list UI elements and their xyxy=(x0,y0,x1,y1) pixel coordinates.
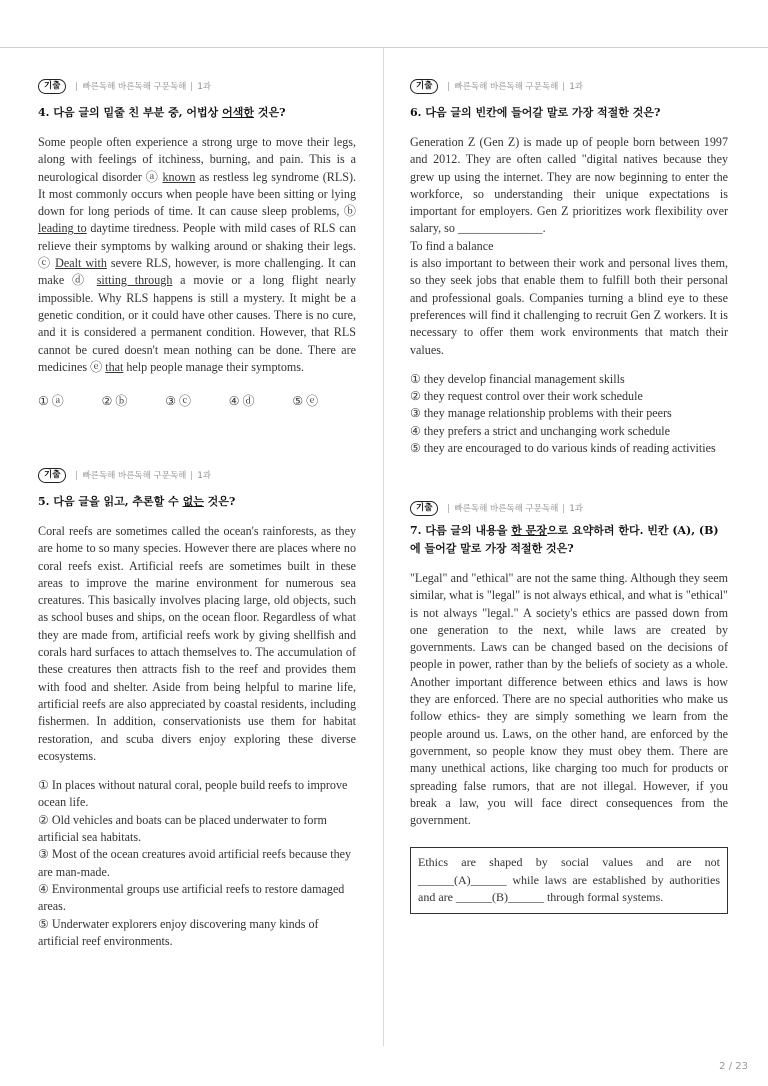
answer-choice[interactable]: ⑤ they are encouraged to do various kinds of reading activities xyxy=(410,441,716,456)
answer-choice[interactable]: ① they develop financial management skills xyxy=(410,371,625,386)
column-divider xyxy=(383,48,384,1046)
tag-separator xyxy=(448,504,449,513)
question-title: 6. 다음 글의 빈칸에 들어갈 말로 가장 적절한 것은? xyxy=(410,106,661,119)
question-tag xyxy=(410,78,728,94)
tag-separator xyxy=(563,82,564,91)
exam-badge: 기출 xyxy=(38,468,66,483)
question-title: 7. 다름 글의 내용을 한 문장으로 요약하려 한다. 빈칸 (A), (B) 에 들어갈 말로 가장 적절한 것은? xyxy=(410,524,719,555)
answer-choice[interactable]: ④ Environmental groups use artificial reefs to restore damaged areas. xyxy=(38,881,345,914)
question-5 xyxy=(38,467,356,950)
tag-separator xyxy=(76,82,77,91)
question-tag xyxy=(410,500,728,516)
question-tag xyxy=(38,78,356,94)
tag-lesson: 1과 xyxy=(569,504,583,514)
summary-box: Ethics are shaped by social values and are not ______(A)______ while laws are established by authorities and are ______(B)______ through formal systems. xyxy=(410,847,728,913)
question-title: 4. 다음 글의 밑줄 친 부분 중, 어법상 어색한 것은? xyxy=(38,106,286,119)
answer-choice[interactable]: ② they request control over their work schedule xyxy=(410,389,643,404)
question-passage: Coral reefs are sometimes called the ocean's rainforests, as they are home to so many species. However there are places where no coral reefs exist. Artificial reefs are sometimes built in these areas to improve the marine environment for numerous sea creatures. This basically involves placing large, old objects, such as school buses and ships, on the ocean floor. Regardless of what they are made from, artificial reefs work by giving shellfish and corals hard surfaces to attach themselves to. The accumulation of these creatures then attracts fish to the reef and provides them with food and shelter. Aside from being helpful to marine life, artificial reefs are also appreciated by coastal residents, including fishermen. In addition, conservationists use them for habitat restoration, and scuba divers enjoy exploring these diverse ecosystems. xyxy=(38,524,356,763)
tag-separator xyxy=(448,82,449,91)
question-6 xyxy=(410,78,728,457)
answer-choice[interactable]: ③ Most of the ocean creatures avoid artificial reefs because they are man-made. xyxy=(38,847,352,879)
answer-choice[interactable]: ⑤ ⓔ xyxy=(292,394,319,409)
header-rule xyxy=(0,47,768,48)
answer-choices xyxy=(38,777,356,950)
question-7 xyxy=(410,500,728,914)
question-passage: Some people often experience a strong urge to move their legs, along with feelings of itchiness, burning, and pain. This is a neurological disorder ⓐ known as restless leg syndrome (RLS). It most commonly occurs when people have been sitting or lying down for long periods of time. It can cause sleep problems, ⓑ leading to daytime tiredness. People with mild cases of RLS can relieve their symptoms by walking around or shaking their legs. ⓒ Dealt with severe RLS, however, is more challenging. It can make ⓓ sitting through a movie or a long flight nearly impossible. Why RLS happens is still a mystery. It might be a genetic condition, or it could have other causes. There is no cure, and it is considered a permanent condition. However, that RLS cannot be cured doesn't mean nothing can be done. There are medicines ⓔ that help people manage their symptoms. xyxy=(38,135,357,374)
answer-choices xyxy=(410,371,728,457)
answer-choice[interactable]: ② ⓑ xyxy=(101,394,128,409)
answer-choice[interactable]: ① ⓐ xyxy=(38,394,64,409)
tag-category: 빠른독해 바른독해 구문독해 xyxy=(454,504,559,514)
question-4 xyxy=(38,78,356,409)
tag-lesson: 1과 xyxy=(197,471,211,481)
tag-category: 빠른독해 바른독해 구문독해 xyxy=(454,82,559,92)
tag-lesson: 1과 xyxy=(197,82,211,92)
tag-category: 빠른독해 바른독해 구문독해 xyxy=(82,82,187,92)
answer-choice[interactable]: ② Old vehicles and boats can be placed underwater to form artificial sea habitats. xyxy=(38,812,327,845)
exam-badge: 기출 xyxy=(410,79,438,94)
tag-category: 빠른독해 바른독해 구문독해 xyxy=(82,471,187,481)
exam-badge: 기출 xyxy=(410,501,438,516)
answer-choice[interactable]: ⑤ Underwater explorers enjoy discovering many kinds of artificial reef environments. xyxy=(38,916,319,948)
tag-separator xyxy=(76,471,77,480)
exam-badge: 기출 xyxy=(38,79,66,94)
tag-lesson: 1과 xyxy=(569,82,583,92)
answer-choice[interactable]: ④ ⓓ xyxy=(228,394,255,409)
tag-separator xyxy=(191,471,192,480)
answer-choice[interactable]: ④ they prefers a strict and unchanging work schedule xyxy=(410,423,671,438)
page-number: 2 / 23 xyxy=(719,1061,748,1072)
question-title: 5. 다음 글을 읽고, 추론할 수 없는 것은? xyxy=(38,495,236,508)
question-passage: Generation Z (Gen Z) is made up of people born between 1997 and 2012. They are often called "digital natives because they grew up using the internet. They are now beginning to enter the workforce, so understanding their unique expectations is important for employers. Gen Z prioritizes work flexibility over salary, so ______________. To find a balance is also important to between their work and personal lives them, so they seek jobs that enable them to fulfill both their personal and professional goals. Companies turning a blind eye to these preferences will find it challenging to recruit Gen Z workers. It is necessary to offer them work environments that match their values. xyxy=(410,135,728,357)
question-tag xyxy=(38,467,356,483)
answer-choice[interactable]: ③ ⓒ xyxy=(165,394,191,409)
tag-separator xyxy=(191,82,192,91)
answer-choices xyxy=(38,392,356,409)
question-passage: "Legal" and "ethical" are not the same thing. Although they seem similar, what is "legal" is not always ethical, and what is "ethical" is not always "legal." A society's ethics are passed down from one generation to the next, while laws are created by governments. Laws can be changed based on the decisions of people in power, rather than by the beliefs of society as a whole. Another important difference between ethics and laws is how they are enforced. There are no special authorities who make us follow ethics- they are simply something we learn from the people around us. Laws, on the other hand, are enforced by the government, so people know they must obey them. There are many unethical actions, like charging too much for products or spreading false rumors, that are not illegal. However, if you break a law, you will face direct consequences from the government. xyxy=(410,571,728,828)
tag-separator xyxy=(563,504,564,513)
answer-choice[interactable]: ① In places without natural coral, people build reefs to improve ocean life. xyxy=(38,778,348,810)
answer-choice[interactable]: ③ they manage relationship problems with their peers xyxy=(410,406,672,421)
